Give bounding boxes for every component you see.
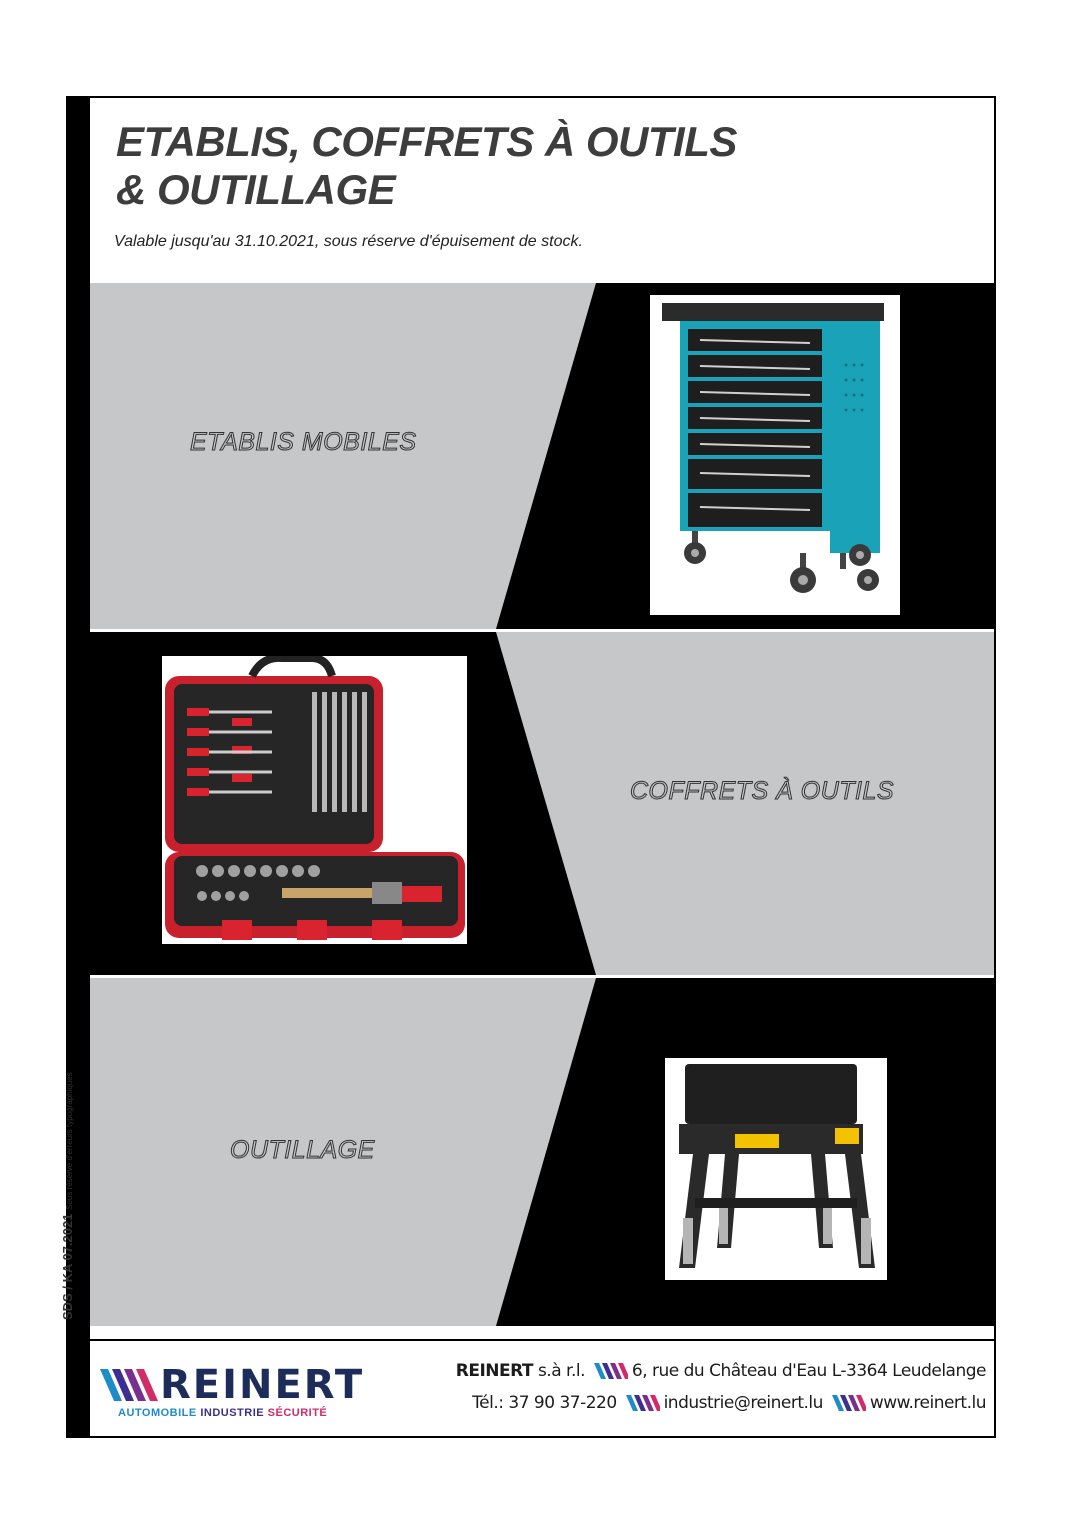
company-address: 6, rue du Château d'Eau L-3364 Leudelange [631,1361,986,1381]
tool-box-stand-image [665,1058,887,1280]
separator-stripes-icon [594,1363,628,1379]
company-name: REINERT [455,1361,534,1381]
section-etablis-mobiles[interactable] [90,283,994,629]
company-address-line [456,1361,986,1381]
section-coffrets-a-outils[interactable] [90,632,994,975]
footer [90,1341,994,1436]
phone-number[interactable]: Tél.: 37 90 37-220 [472,1393,617,1413]
tool-case-image [162,656,467,944]
website-link[interactable]: www.reinert.lu [869,1393,986,1413]
company-contact-line [472,1393,986,1413]
print-code: SDS / KA 07.2021 Sous réserve d'erreurs typographiques [60,1072,75,1320]
logo-wordmark: REINERT [160,1362,365,1408]
section-label: OUTILLAGE [230,1136,375,1164]
section-label: ETABLIS MOBILES [190,428,417,456]
tool-cart-image [650,295,900,615]
title-line-1: ETABLIS, COFFRETS À OUTILS [116,118,737,165]
section-label: COFFRETS À OUTILS [630,777,895,805]
logo-tagline: AUTOMOBILE INDUSTRIE SÉCURITÉ [118,1407,328,1419]
separator-stripes-icon [626,1395,660,1411]
company-suffix: s.à r.l. [537,1361,585,1381]
separator-stripes-icon [832,1395,866,1411]
email-link[interactable]: industrie@reinert.lu [663,1393,823,1413]
logo-stripes-icon [100,1365,160,1405]
reinert-logo[interactable] [100,1362,365,1423]
header [90,98,994,283]
page-title [116,118,737,214]
section-outillage[interactable] [90,978,994,1326]
validity-note: Valable jusqu'au 31.10.2021, sous réserve d'épuisement de stock. [114,233,583,250]
title-line-2: & OUTILLAGE [116,166,396,213]
